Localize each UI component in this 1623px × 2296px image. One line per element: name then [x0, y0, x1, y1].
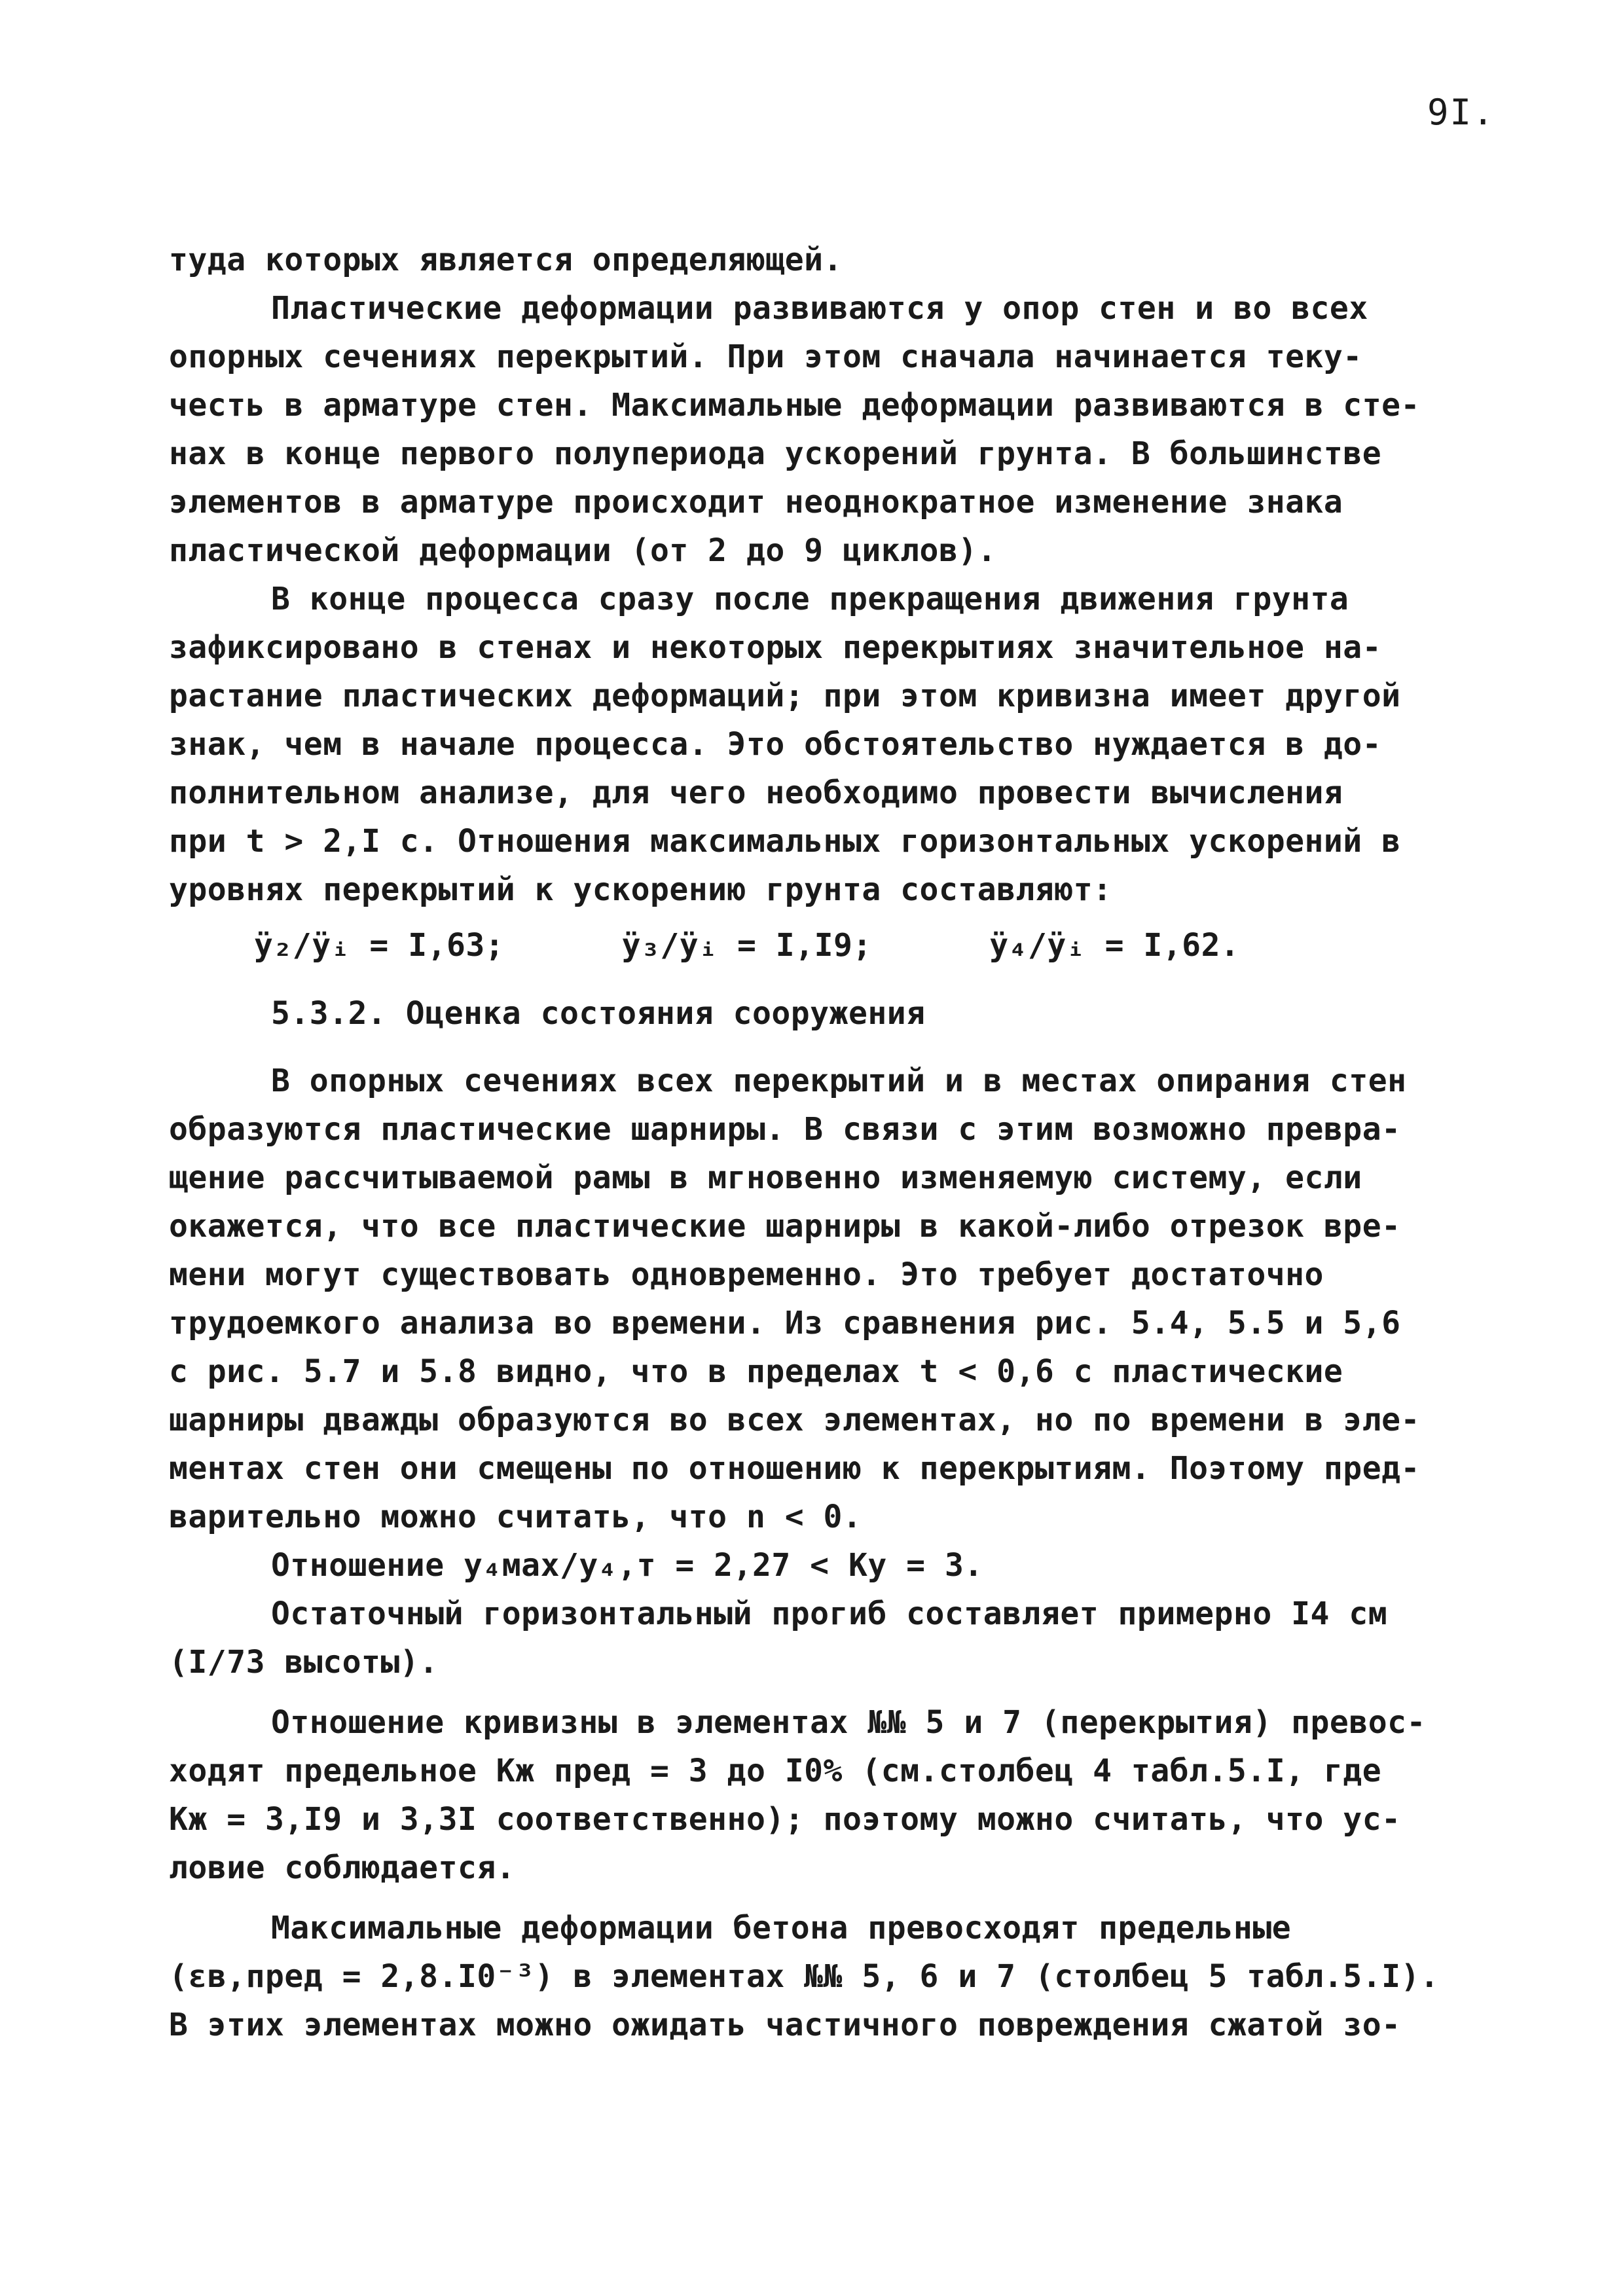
text-line: с рис. 5.7 и 5.8 видно, что в пределах t < 0,6 с пластические	[169, 1353, 1343, 1390]
document-body	[169, 236, 1478, 2049]
text-line: пластической деформации (от 2 до 9 циклов).	[169, 532, 997, 569]
text-line: В конце процесса сразу после прекращения движения грунта	[271, 581, 1349, 617]
text-line: ментах стен они смещены по отношению к перекрытиям. Поэтому пред-	[169, 1450, 1420, 1487]
text-line: Максимальные деформации бетона превосходят предельные	[271, 1910, 1292, 1946]
text-line: щение рассчитываемой рамы в мгновенно изменяемую систему, если	[169, 1159, 1362, 1196]
text-line: (εв,пред = 2,8.I0⁻³) в элементах №№ 5, 6 и 7 (столбец 5 табл.5.I).	[169, 1958, 1440, 1995]
text-line: окажется, что все пластические шарниры в какой-либо отрезок вре-	[169, 1208, 1401, 1245]
text-line: элементов в арматуре происходит неоднократное изменение знака	[169, 484, 1343, 520]
acceleration-ratios	[169, 914, 1478, 977]
text-line: опорных сечениях перекрытий. При этом сначала начинается теку-	[169, 338, 1362, 375]
text-line: шарниры дважды образуются во всех элементах, но по времени в эле-	[169, 1402, 1420, 1438]
formula: ÿ₂/ÿᵢ = I,63;	[254, 927, 505, 964]
text-line: туда которых является определяющей.	[169, 242, 843, 278]
text-line: трудоемкого анализа во времени. Из сравнения рис. 5.4, 5.5 и 5,6	[169, 1305, 1401, 1341]
text-line: Kж = 3,I9 и 3,3I соответственно); поэтому можно считать, что ус-	[169, 1801, 1401, 1838]
text-line: мени могут существовать одновременно. Это требует достаточно	[169, 1256, 1324, 1293]
text-line: зафиксировано в стенах и некоторых перекрытиях значительное на-	[169, 629, 1382, 666]
text-line: ловие соблюдается.	[169, 1850, 516, 1886]
formula: ÿ₄/ÿᵢ = I,62.	[989, 927, 1240, 964]
text-line: Отношение у₄мах/у₄,т = 2,27 < Kу = 3.	[271, 1547, 983, 1584]
text-line: при t > 2,I с. Отношения максимальных горизонтальных ускорений в	[169, 823, 1401, 860]
text-line: Остаточный горизонтальный прогиб составляет примерно I4 см	[271, 1595, 1388, 1632]
text-line: честь в арматуре стен. Максимальные деформации развиваются в сте-	[169, 387, 1420, 424]
text-line: ходят предельное Kж пред = 3 до I0% (см.столбец 4 табл.5.I, где	[169, 1753, 1382, 1789]
text-line: В опорных сечениях всех перекрытий и в местах опирания стен	[271, 1063, 1407, 1099]
section-heading: 5.3.2. Оценка состояния сооружения	[271, 995, 926, 1032]
text-line: В этих элементах можно ожидать частичного повреждения сжатой зо-	[169, 2007, 1401, 2043]
text-line: полнительном анализе, для чего необходимо провести вычисления	[169, 774, 1343, 811]
page-number: 9I.	[1427, 92, 1495, 133]
text-line: Пластические деформации развиваются у опор стен и во всех	[271, 290, 1368, 327]
text-line: варительно можно считать, что n < 0.	[169, 1499, 862, 1535]
text-line: (I/73 высоты).	[169, 1644, 439, 1681]
text-line: образуются пластические шарниры. В связи с этим возможно превра-	[169, 1111, 1401, 1148]
text-line: Отношение кривизны в элементах №№ 5 и 7 (перекрытия) превос-	[271, 1704, 1426, 1741]
formula: ÿ₃/ÿᵢ = I,I9;	[621, 927, 872, 964]
text-line: растание пластических деформаций; при этом кривизна имеет другой	[169, 678, 1401, 714]
text-line: уровнях перекрытий к ускорению грунта составляют:	[169, 871, 1112, 908]
text-line: нах в конце первого полупериода ускорений грунта. В большинстве	[169, 435, 1382, 472]
text-line: знак, чем в начале процесса. Это обстоятельство нуждается в до-	[169, 726, 1382, 763]
